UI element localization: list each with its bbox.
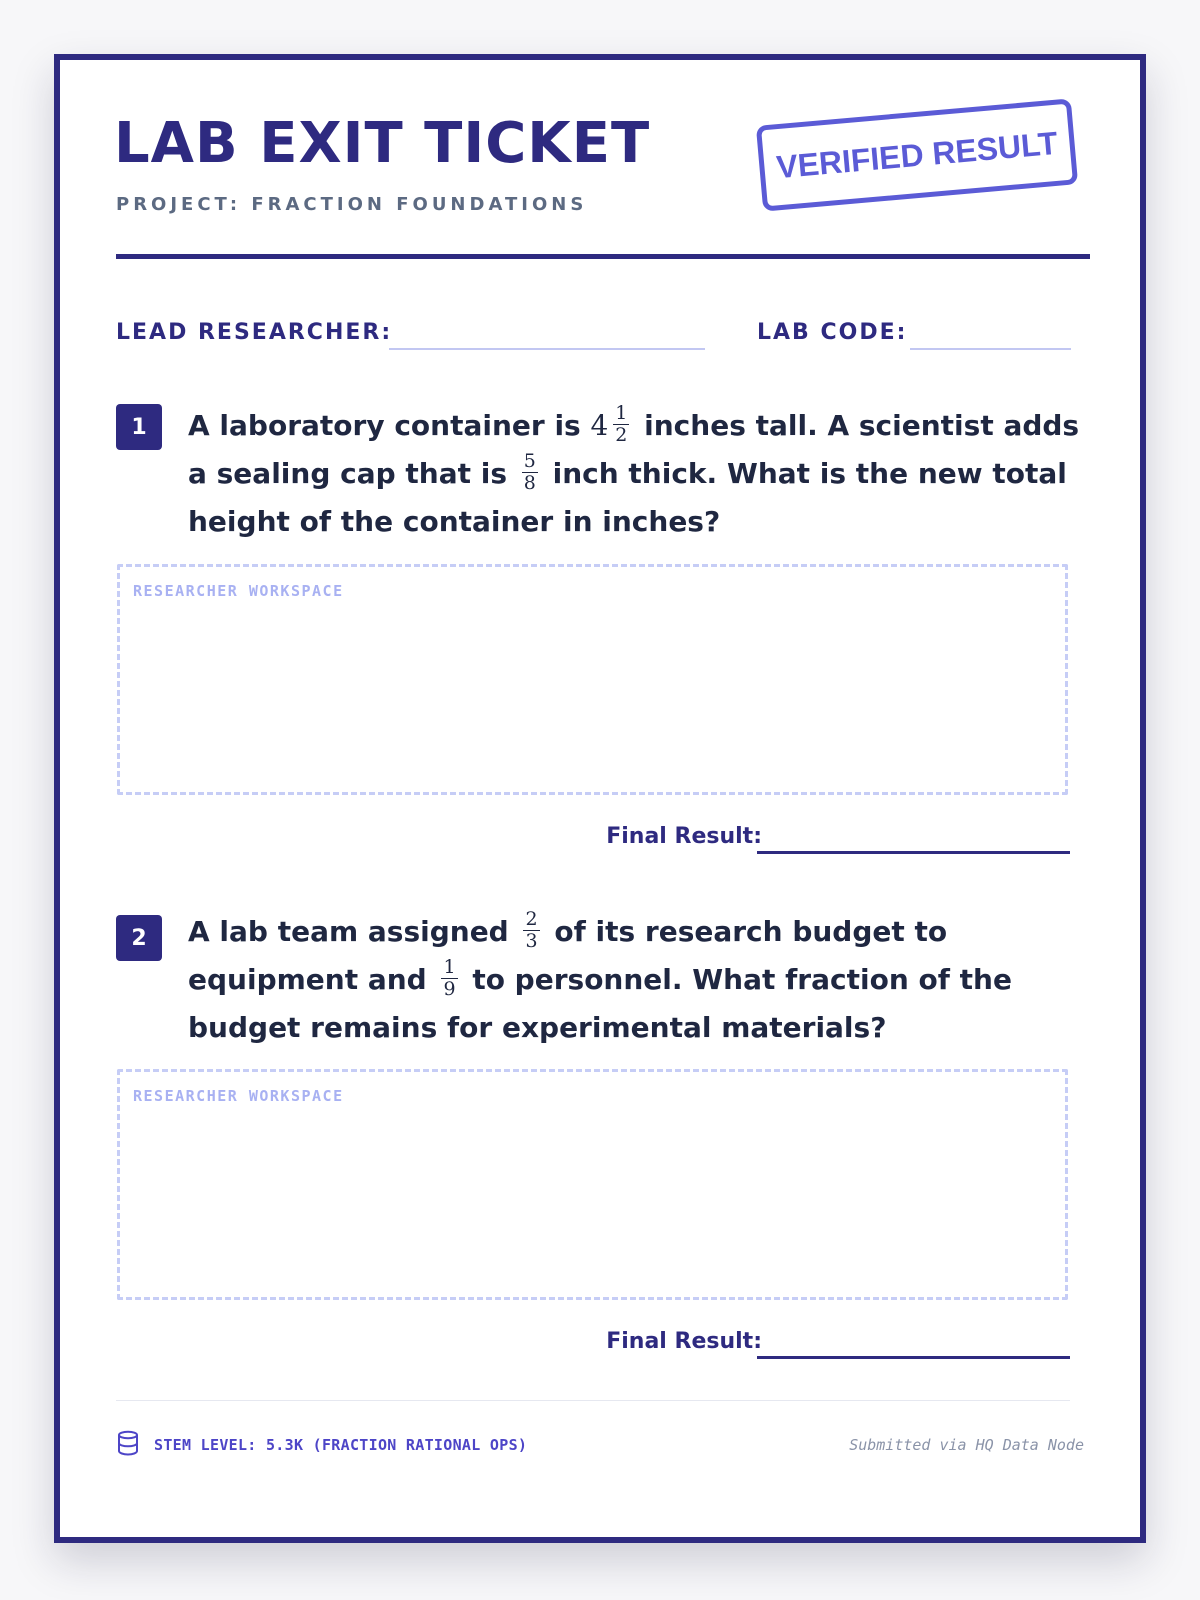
question-1-text — [188, 402, 1088, 546]
mixed-number-whole: 4 — [590, 409, 609, 442]
fraction-denominator: 3 — [525, 929, 538, 952]
database-icon — [116, 1430, 140, 1456]
fraction-denominator: 8 — [523, 471, 536, 494]
fraction-denominator: 2 — [615, 423, 628, 446]
exit-ticket-card — [54, 54, 1146, 1543]
question-number-badge: 1 — [116, 404, 162, 450]
lead-researcher-input[interactable] — [389, 348, 705, 350]
footer-divider — [116, 1400, 1070, 1401]
question-text-segment: A lab team assigned — [188, 915, 509, 948]
final-result-label: Final Result: — [606, 1329, 762, 1354]
page-title: LAB EXIT TICKET — [114, 111, 651, 176]
fraction-two-thirds — [523, 907, 539, 952]
fraction-numerator: 2 — [525, 907, 538, 930]
question-text-segment: of its research budget to equipment and — [188, 915, 948, 996]
project-subtitle: PROJECT: FRACTION FOUNDATIONS — [116, 194, 588, 215]
fraction-numerator: 1 — [443, 955, 456, 978]
final-result-input-2[interactable] — [757, 1356, 1070, 1359]
stem-level-text: STEM LEVEL: 5.3K (FRACTION RATIONAL OPS) — [154, 1436, 528, 1454]
fraction-one-ninth — [441, 955, 457, 1000]
fraction-numerator: 5 — [523, 449, 536, 472]
fraction-five-eighths — [522, 449, 538, 494]
workspace-label: RESEARCHER WORKSPACE — [133, 582, 344, 600]
fraction-denominator: 9 — [443, 977, 456, 1000]
question-text-segment: A laboratory container is — [188, 409, 581, 442]
workspace-label: RESEARCHER WORKSPACE — [133, 1087, 344, 1105]
researcher-workspace-2[interactable] — [117, 1069, 1068, 1300]
lead-researcher-label: LEAD RESEARCHER: — [116, 320, 393, 345]
submission-source-text: Submitted via HQ Data Node — [849, 1436, 1084, 1454]
question-2-text — [188, 908, 1088, 1052]
verified-stamp: VERIFIED RESULT — [756, 98, 1078, 211]
final-result-label: Final Result: — [606, 824, 762, 849]
question-text-segment: inch thick. What is the new total height of the container in inches? — [188, 457, 1067, 538]
fraction-numerator: 1 — [615, 401, 628, 424]
fraction-one-half — [613, 401, 629, 446]
question-text-segment: to personnel. What fraction of the budget remains for experimental materials? — [188, 963, 1012, 1044]
final-result-input-1[interactable] — [757, 851, 1070, 854]
question-text-segment: inches tall. A scientist adds a sealing cap that is — [188, 409, 1080, 490]
question-number-badge: 2 — [116, 915, 162, 961]
header-divider — [116, 254, 1090, 259]
lab-code-label: LAB CODE: — [757, 320, 908, 345]
lab-code-input[interactable] — [910, 348, 1071, 350]
researcher-workspace-1[interactable] — [117, 564, 1068, 795]
